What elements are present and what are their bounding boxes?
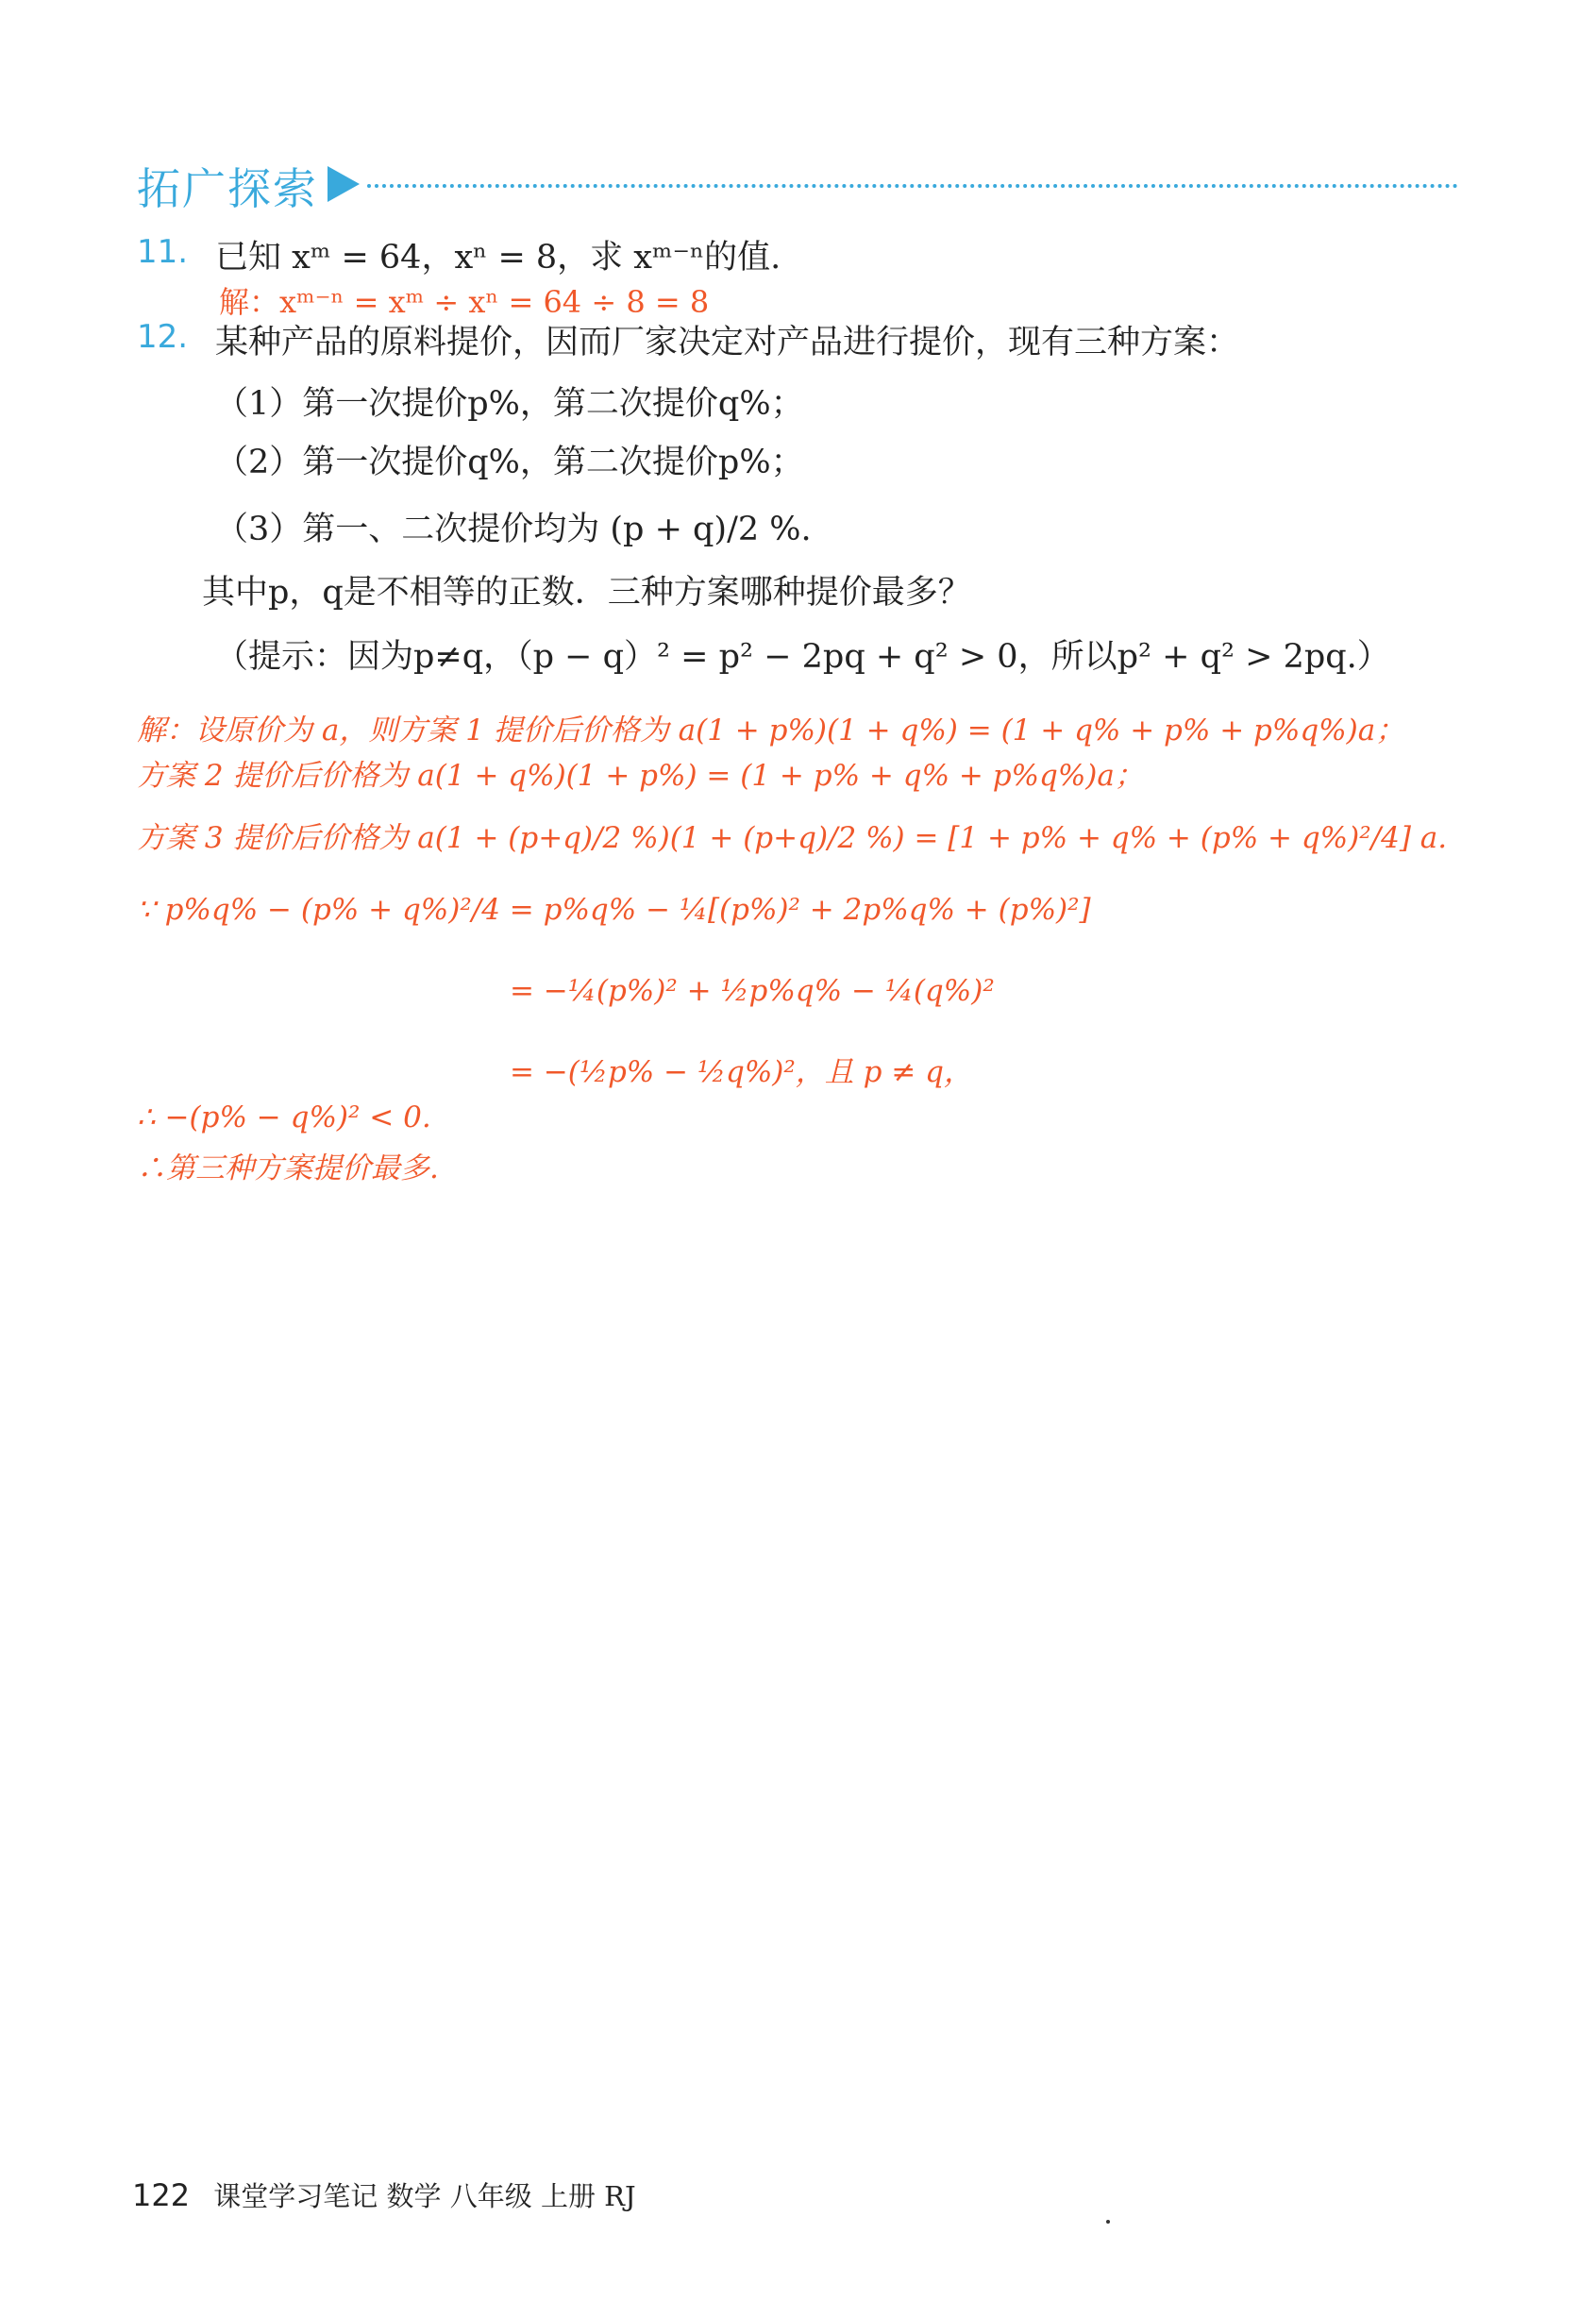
- solution-conclusion: ∴第三种方案提价最多.: [137, 1151, 439, 1185]
- solution-line-4: ∵ p%q% − (p% + q%)²/4 = p%q% − ¼[(p%)² + 2p%q% + (p%)²]: [137, 893, 1091, 927]
- section-title: 拓广探索: [137, 163, 318, 214]
- problem-12-text: 某种产品的原料提价，因而厂家决定对产品进行提价，现有三种方案：: [215, 324, 1240, 361]
- solution-line-5: = −¼(p%)² + ½p%q% − ¼(q%)²: [510, 974, 995, 1008]
- triangle-arrow-icon: [328, 166, 360, 202]
- problem-12-question: 其中p，q是不相等的正数．三种方案哪种提价最多？: [202, 574, 971, 612]
- solution-line-2: 方案 2 提价后价格为 a(1 + q%)(1 + p%) = (1 + p% + q% + p%q%)a；: [137, 759, 1144, 793]
- solution-line-7: ∴ −(p% − q%)² < 0.: [137, 1100, 431, 1134]
- solution-line-6: = −(½p% − ½q%)²，且 p ≠ q，: [510, 1055, 974, 1089]
- problem-12-number: 12.: [137, 318, 189, 356]
- section-header: [137, 151, 1458, 217]
- problem-12-option-3: （3）第一、二次提价均为 (p + q)/2 %.: [215, 511, 812, 548]
- book-title: 课堂学习笔记 数学 八年级 上册 RJ: [213, 2180, 636, 2212]
- footer-dot: [1106, 2220, 1110, 2224]
- problem-12-option-1: （1）第一次提价p%，第二次提价q%；: [215, 385, 804, 423]
- problem-11-answer: 解：xᵐ⁻ⁿ = xᵐ ÷ xⁿ = 64 ÷ 8 = 8: [219, 284, 710, 320]
- solution-line-3: 方案 3 提价后价格为 a(1 + (p+q)/2 %)(1 + (p+q)/2 %) = [1 + p% + q% + (p% + q%)²/4] a.: [137, 821, 1448, 855]
- dotted-divider: [367, 184, 1458, 188]
- page-number: 122: [132, 2177, 191, 2213]
- problem-12-option-2: （2）第一次提价q%，第二次提价p%；: [215, 444, 804, 481]
- problem-12-hint: （提示：因为p≠q，（p − q）² = p² − 2pq + q² > 0，所以p² + q² > 2pq.）: [215, 638, 1390, 676]
- problem-11-number: 11.: [137, 233, 189, 271]
- page-footer: [132, 2175, 636, 2214]
- problem-11-text: 已知 xᵐ = 64，xⁿ = 8，求 xᵐ⁻ⁿ的值.: [215, 239, 781, 277]
- solution-line-1: 解：设原价为 a，则方案 1 提价后价格为 a(1 + p%)(1 + q%) = (1 + q% + p% + p%q%)a；: [137, 714, 1405, 747]
